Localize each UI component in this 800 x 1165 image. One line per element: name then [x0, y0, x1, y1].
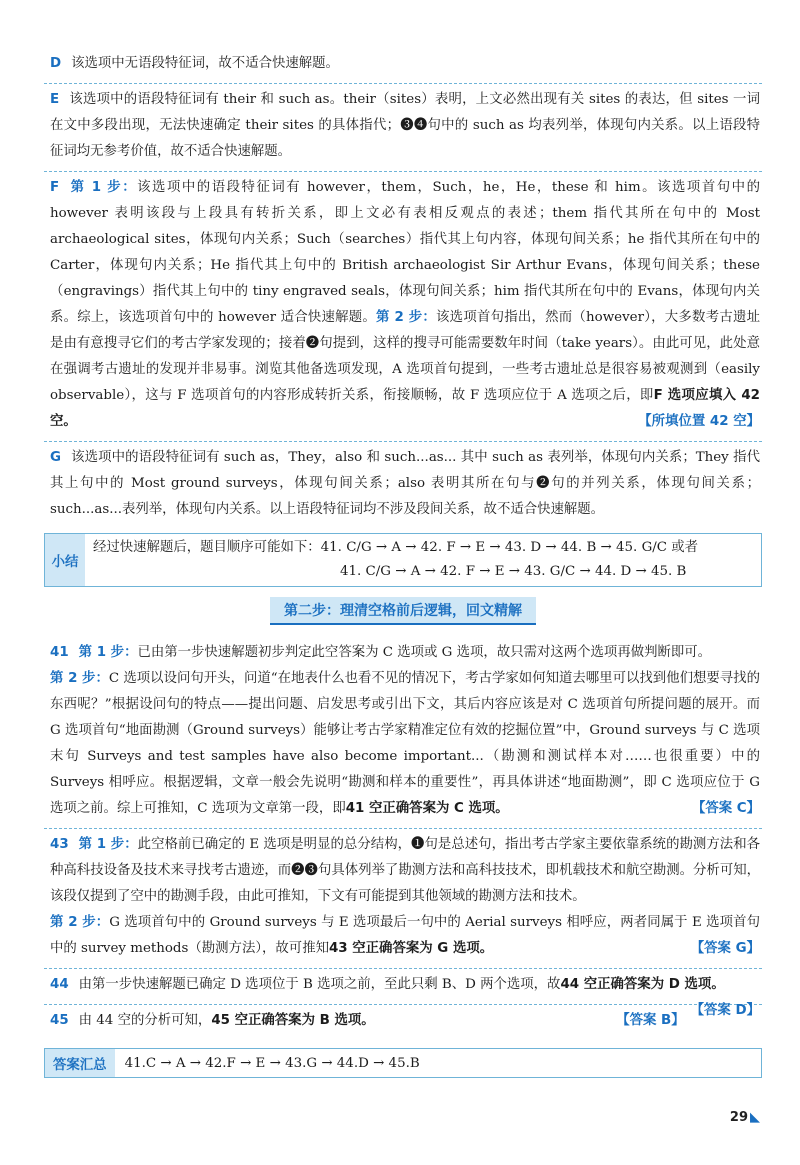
step-label: 第 2 步：	[50, 915, 110, 930]
question-number: 41	[50, 645, 69, 660]
analysis-text: 该选项中的语段特征词有 their 和 such as。their（sites）表明，上文必然出现有关 sites 的表达，但 sites 一词在文中多段出现，无法快速确定 their sites 的具体指代；	[50, 92, 760, 133]
analysis-text: G 选项首句中的 Ground surveys 与 E 选项最后一句中的 Aerial surveys 相呼应，两者同属于 E 选项首句中的 survey methods（勘测方法），故可推知	[50, 915, 760, 956]
step-label: 第 1 步：	[69, 180, 138, 195]
conclusion-text: 43 空正确答案为 G 选项。	[328, 941, 494, 956]
sentence-ref-2: ❷	[536, 476, 552, 491]
sentence-ref-1: ❶	[411, 837, 425, 852]
analysis-text: 该选项首句指出，然而（however），大多数考古遗址是由有意搜寻它们的考古学家发现的；接着	[50, 310, 760, 351]
analysis-text: 句提到，这样的搜寻可能需要数年时间（take years）。由此可见，此处意在强调考古遗址的发现并非易事。浏览其他备选项发现，A 选项首句提到，一些考古遗址总是很容易被观测到（easily observable），这与 F 选项首句的内容形成转折关系，衔接顺畅，故 F 选项应位于 A 选项之后，即	[50, 336, 760, 403]
answer-summary-label: 答案汇总	[45, 1049, 115, 1077]
conclusion-text: 44 空正确答案为 D 选项。	[560, 977, 725, 992]
sentence-ref-34: ❸❹	[399, 118, 428, 133]
step-label: 第 2 步：	[376, 310, 437, 325]
option-tag: G	[50, 450, 61, 465]
question-number: 43	[50, 837, 69, 852]
step-label: 第 1 步：	[78, 645, 138, 660]
sentence-ref-2: ❷	[305, 336, 320, 351]
answer-badge: 【答案 C】	[691, 801, 760, 816]
analysis-text: 句是总述句，指出考古学家主要依靠系统的勘测方法和各种高科技设备及技术来寻找考古遗迹，而	[50, 837, 761, 878]
summary-box	[44, 533, 762, 587]
question-44-analysis	[44, 969, 762, 1018]
analysis-text: 句的并列关系，体现句间关系；such...as...表列举，体现句内关系。以上语段特征词均不涉及段间关系，故不适合快速解题。	[50, 476, 761, 517]
option-e-analysis	[44, 84, 762, 172]
analysis-text: 句中的 such as 均表列举，体现句内关系。以上语段特征词均无参考价值，故不适合快速解题。	[50, 118, 760, 159]
question-45-analysis	[44, 1005, 762, 1040]
page-corner-icon: ◣	[750, 1110, 760, 1125]
option-tag: F	[50, 180, 60, 195]
answer-summary-text: 41.C → A → 42.F → E → 43.G → 44.D → 45.B	[124, 1055, 420, 1071]
stage-heading	[44, 597, 762, 625]
answer-summary-box	[44, 1048, 762, 1078]
option-d-analysis	[44, 48, 762, 84]
answer-badge: 【答案 B】	[616, 1013, 685, 1028]
step-label: 第 1 步：	[78, 837, 138, 852]
option-g-analysis	[44, 442, 762, 529]
step-label: 第 2 步：	[50, 671, 109, 686]
conclusion-text: F 选项应填入 42 空。	[50, 388, 761, 429]
question-number: 45	[50, 1013, 69, 1028]
stage-title: 第二步：理清空格前后逻辑，回文精解	[270, 597, 536, 625]
analysis-text: 句具体列举了勘测方法和高科技技术，即机载技术和航空勘测。分析可知，该段仅提到了空中的勘测手段，由此可推知，下文有可能提到其他领域的勘测方法和技术。	[50, 863, 761, 904]
analysis-text: 由第一步快速解题已确定 D 选项位于 B 选项之前，至此只剩 B、D 两个选项，故	[78, 977, 561, 992]
question-41-analysis	[44, 637, 762, 829]
analysis-text: 由 44 空的分析可知，	[78, 1013, 212, 1028]
answer-badge: 【答案 D】	[690, 1003, 760, 1018]
conclusion-text: 45 空正确答案为 B 选项。	[211, 1013, 375, 1028]
answer-badge: 【答案 G】	[690, 941, 760, 956]
summary-label: 小结	[45, 534, 85, 586]
page-number	[730, 1110, 760, 1125]
analysis-text: 该选项中的语段特征词有 such as，They，also 和 such...as... 其中 such as 表列举，体现句内关系；They 指代其上句中的 Most ground surveys，体现句间关系；also 表明其所在句与	[50, 450, 760, 491]
sentence-ref-23: ❷❸	[291, 863, 318, 878]
option-tag: D	[50, 56, 62, 71]
option-tag: E	[50, 92, 60, 107]
answer-badge: 【所填位置 42 空】	[638, 414, 760, 429]
page	[44, 48, 762, 1078]
summary-line-2: 41. C/G → A → 42. F → E → 43. G/C → 44. D → 45. B	[340, 564, 687, 579]
analysis-text: 该选项中无语段特征词，故不适合快速解题。	[71, 56, 339, 71]
summary-line-1: 经过快速解题后，题目顺序可能如下：41. C/G → A → 42. F → E → 43. D → 44. B → 45. G/C 或者	[93, 540, 699, 555]
question-number: 44	[50, 977, 69, 992]
conclusion-text: 41 空正确答案为 C 选项。	[345, 801, 509, 816]
summary-body	[85, 534, 706, 586]
analysis-text: 此空格前已确定的 E 选项是明显的总分结构，	[137, 837, 412, 852]
analysis-text: 该选项中的语段特征词有 however，them，Such，he，He，these 和 him。该选项首句中的 however 表明该段与上段具有转折关系，即上文必有表相反观点的表述；them 指代其所在句中的 Most archaeological sites，体现句内关系；Such（searches）指代其上句内容，体现句间关系；he 指代其所在句中的 Carter，体现句内关系；He 指代其上句中的 British archaeologist Sir Arthur Evans，体现句间关系；these（engravings）指代其上句中的 tiny engraved seals，体现句间关系；him 指代其所在句中的 Evans，体现句内关系。综上，该选项首句中的 however 适合快速解题。	[50, 180, 760, 325]
question-43-analysis	[44, 829, 762, 969]
option-f-analysis	[44, 172, 762, 442]
page-number-text: 29	[729, 1110, 748, 1125]
analysis-text: 已由第一步快速解题初步判定此空答案为 C 选项或 G 选项，故只需对这两个选项再做判断即可。	[137, 645, 712, 660]
analysis-text: C 选项以设问句开头，问道“在地表什么也看不见的情况下，考古学家如何知道去哪里可以找到他们想要寻找的东西呢？”根据设问句的特点——提出问题、启发思考或引出下文，其后内容应该是对 C 选项首句所提问题的展开。而 G 选项首句“地面勘测（Ground surveys）能够让考古学家精准定位有效的挖掘位置”中，Ground surveys 与 C 选项末句 Surveys and test samples have also become important...（勘测和测试样本对……也很重要）中的 Surveys 相呼应。根据逻辑，文章一般会先说明“勘测和样本的重要性”，再具体讲述“地面勘测”，即 C 选项应位于 G 选项之前。综上可推知，C 选项为文章第一段，即	[50, 671, 760, 816]
